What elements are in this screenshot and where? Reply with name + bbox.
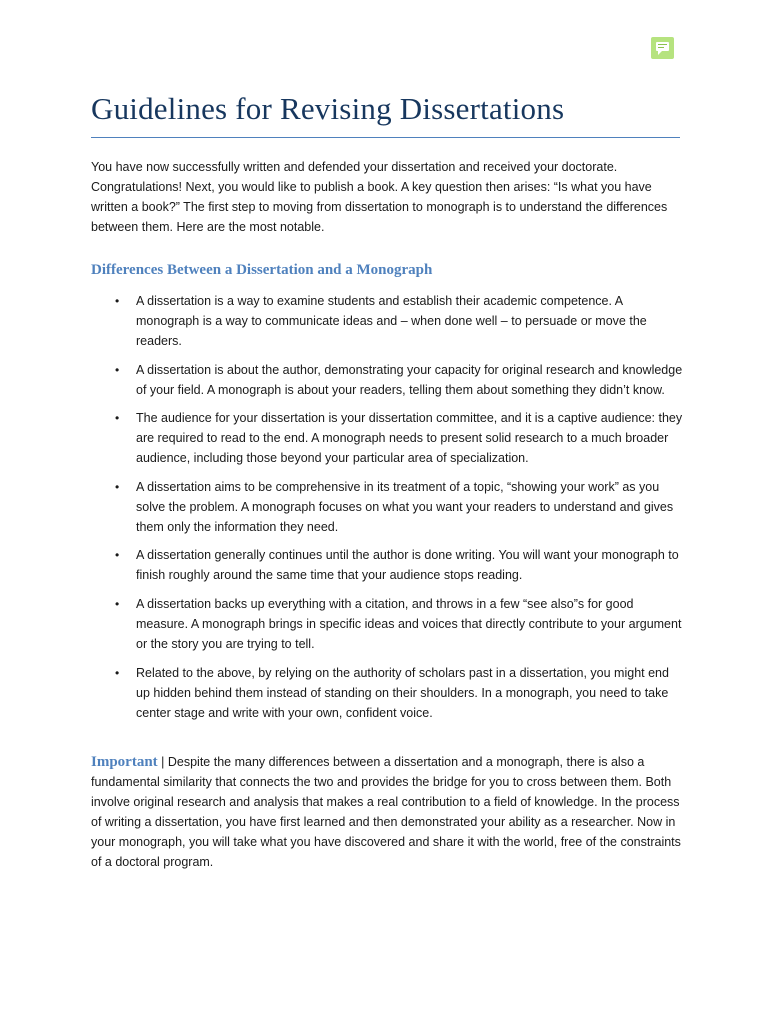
intro-paragraph: You have now successfully written and defended your dissertation and received your doctorate. Congratulations! Next, you would like to publish a book. A key question then arises: “Is what you have written a book?” The first step to moving from dissertation to monograph is to understand the differences between them. Here are the most notable. [91, 160, 668, 234]
section-heading: Differences Between a Dissertation and a Monograph [91, 262, 433, 278]
list-item-text: A dissertation backs up everything with a citation, and throws in a few “see also”s for good measure. A monograph brings in specific ideas and voices that directly contribute to your argument or the story you are trying to tell. [136, 596, 682, 651]
list-item [91, 477, 683, 537]
bullet-icon: • [115, 411, 120, 426]
bullet-icon: • [115, 362, 120, 377]
list-item-text: The audience for your dissertation is your dissertation committee, and it is a captive audience: they are required to read to the end. A monograph needs to present solid research to a much broader audience, including those beyond your particular area of specialization. [136, 411, 683, 466]
bullet-icon: • [115, 665, 120, 680]
list-item [91, 663, 683, 723]
title-underline [91, 137, 680, 138]
differences-list [91, 291, 683, 731]
bullet-icon: • [115, 294, 120, 308]
list-item [91, 360, 683, 400]
important-separator: | [157, 755, 168, 769]
list-item [91, 545, 683, 585]
important-label: Important [91, 754, 158, 770]
comment-line [658, 44, 667, 45]
list-item-text: A dissertation is a way to examine students and establish their academic competence. A monograph is a way to communicate ideas and – when done well – to persuade or move the readers. [136, 294, 647, 348]
list-item-text: A dissertation is about the author, demonstrating your capacity for original research and knowledge of your field. A monograph is about your readers, telling them about something they didn’t know. [136, 362, 683, 397]
list-item-text: Related to the above, by relying on the authority of scholars past in a dissertation, you might end up hidden behind them instead of standing on their shoulders. In a monograph, you need to take center stage and write with your own, confident voice. [136, 665, 669, 720]
important-text: Despite the many differences between a dissertation and a monograph, there is also a fundamental similarity that connects the two and provides the bridge for you to cross between them. Both involve original research and analysis that makes a real contribution to a field of knowledge. In the process of writing a dissertation, you have first learned and then demonstrated your ability as a researcher. Now in your monograph, you will take what you have discovered and share it with the world, free of the constraints of a doctoral program. [91, 755, 681, 869]
bullet-icon: • [115, 596, 120, 611]
page-title: Guidelines for Revising Dissertations [91, 91, 565, 126]
important-paragraph [91, 752, 683, 872]
comment-icon[interactable] [651, 37, 674, 59]
list-item-text: A dissertation generally continues until the author is done writing. You will want your monograph to finish roughly around the same time that your audience stops reading. [136, 548, 679, 583]
comment-line [658, 47, 664, 48]
bullet-icon: • [115, 548, 120, 563]
comment-bubble-shape [656, 42, 669, 51]
list-item [91, 408, 683, 468]
bullet-icon: • [115, 479, 120, 494]
list-item-text: A dissertation aims to be comprehensive in its treatment of a topic, “showing your work” as you solve the problem. A monograph focuses on what you want your readers to understand and gives them only the information they need. [136, 479, 674, 534]
list-item [91, 291, 683, 351]
list-item [91, 594, 683, 654]
